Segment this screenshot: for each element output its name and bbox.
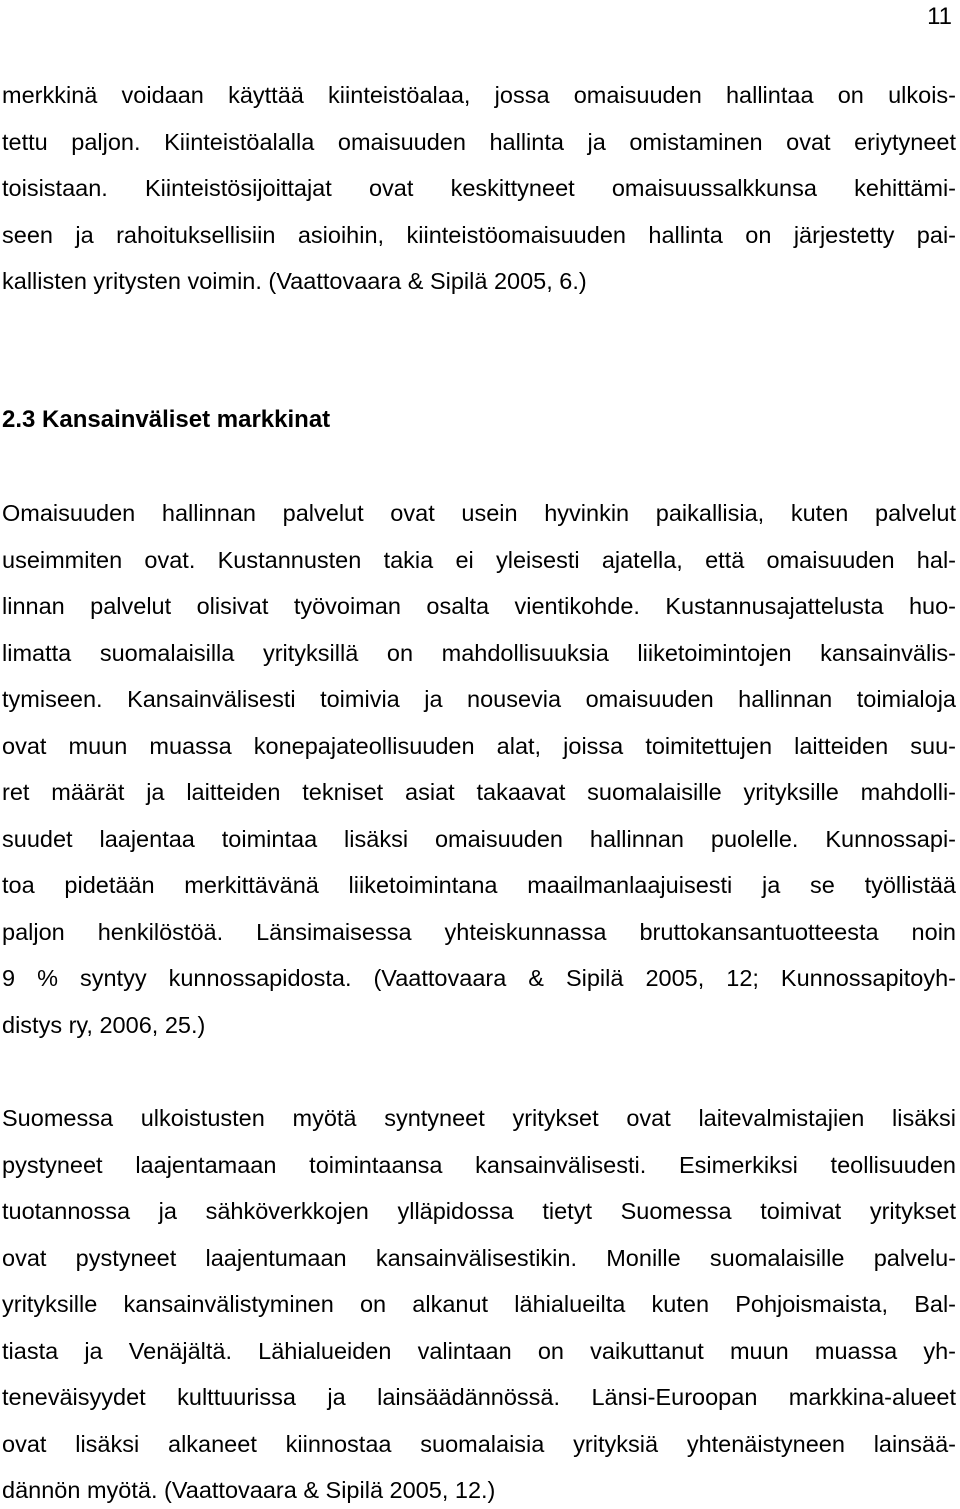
- paragraph2-line: distys ry, 2006, 25.): [2, 1012, 206, 1038]
- paragraph3-line: dännön myötä. (Vaattovaara & Sipilä 2005, 12.): [2, 1477, 496, 1503]
- paragraph2-line: tymiseen. Kansainvälisesti toimivia ja nousevia omaisuuden hallinnan toimialoja: [2, 686, 956, 712]
- page-number: 11: [927, 3, 952, 30]
- paragraph3-line: ovat lisäksi alkaneet kiinnostaa suomalaisia yrityksiä yhtenäistyneen lainsää-: [2, 1431, 956, 1457]
- paragraph3-line: tiasta ja Venäjältä. Lähialueiden valintaan on vaikuttanut muun muassa yh-: [2, 1338, 956, 1364]
- paragraph1-line: seen ja rahoituksellisiin asioihin, kiinteistöomaisuuden hallinta on järjestetty pai-: [2, 222, 956, 248]
- paragraph1-line: kallisten yritysten voimin. (Vaattovaara & Sipilä 2005, 6.): [2, 268, 587, 294]
- paragraph2-line: ovat muun muassa konepajateollisuuden alat, joissa toimitettujen laitteiden suu-: [2, 733, 956, 759]
- paragraph1-line: tettu paljon. Kiinteistöalalla omaisuuden hallinta ja omistaminen ovat eriytyneet: [2, 129, 956, 155]
- paragraph2-line: ret määrät ja laitteiden tekniset asiat takaavat suomalaisille yrityksille mahdolli-: [2, 779, 956, 805]
- paragraph2-line: Omaisuuden hallinnan palvelut ovat usein hyvinkin paikallisia, kuten palvelut: [2, 500, 956, 526]
- paragraph3-line: yrityksille kansainvälistyminen on alkanut lähialueilta kuten Pohjoismaista, Bal-: [2, 1291, 956, 1317]
- paragraph1-line: toisistaan. Kiinteistösijoittajat ovat keskittyneet omaisuussalkkunsa kehittämi-: [2, 175, 956, 201]
- paragraph3-line: teneväisyydet kulttuurissa ja lainsäädännössä. Länsi-Euroopan markkina-alueet: [2, 1384, 956, 1410]
- paragraph2-line: suudet laajentaa toimintaa lisäksi omaisuuden hallinnan puolelle. Kunnossapi-: [2, 826, 956, 852]
- paragraph2-line: useimmiten ovat. Kustannusten takia ei yleisesti ajatella, että omaisuuden hal-: [2, 547, 956, 573]
- paragraph2-line: linnan palvelut olisivat työvoiman osalta vientikohde. Kustannusajattelusta huo-: [2, 593, 956, 619]
- paragraph3-line: pystyneet laajentamaan toimintaansa kansainvälisesti. Esimerkiksi teollisuuden: [2, 1152, 956, 1178]
- section-heading: 2.3 Kansainväliset markkinat: [2, 406, 331, 433]
- paragraph2-line: 9 % syntyy kunnossapidosta. (Vaattovaara & Sipilä 2005, 12; Kunnossapitoyh-: [2, 965, 956, 991]
- paragraph1-line: merkkinä voidaan käyttää kiinteistöalaa, jossa omaisuuden hallintaa on ulkois-: [2, 82, 956, 108]
- paragraph3-line: Suomessa ulkoistusten myötä syntyneet yritykset ovat laitevalmistajien lisäksi: [2, 1105, 956, 1131]
- paragraph3-line: ovat pystyneet laajentumaan kansainvälisestikin. Monille suomalaisille palvelu-: [2, 1245, 956, 1271]
- paragraph2-line: toa pidetään merkittävänä liiketoimintana maailmanlaajuisesti ja se työllistää: [2, 872, 956, 898]
- paragraph3-line: tuotannossa ja sähköverkkojen ylläpidossa tietyt Suomessa toimivat yritykset: [2, 1198, 956, 1224]
- paragraph2-line: limatta suomalaisilla yrityksillä on mahdollisuuksia liiketoimintojen kansainvälis-: [2, 640, 956, 666]
- paragraph2-line: paljon henkilöstöä. Länsimaisessa yhteiskunnassa bruttokansantuotteesta noin: [2, 919, 956, 945]
